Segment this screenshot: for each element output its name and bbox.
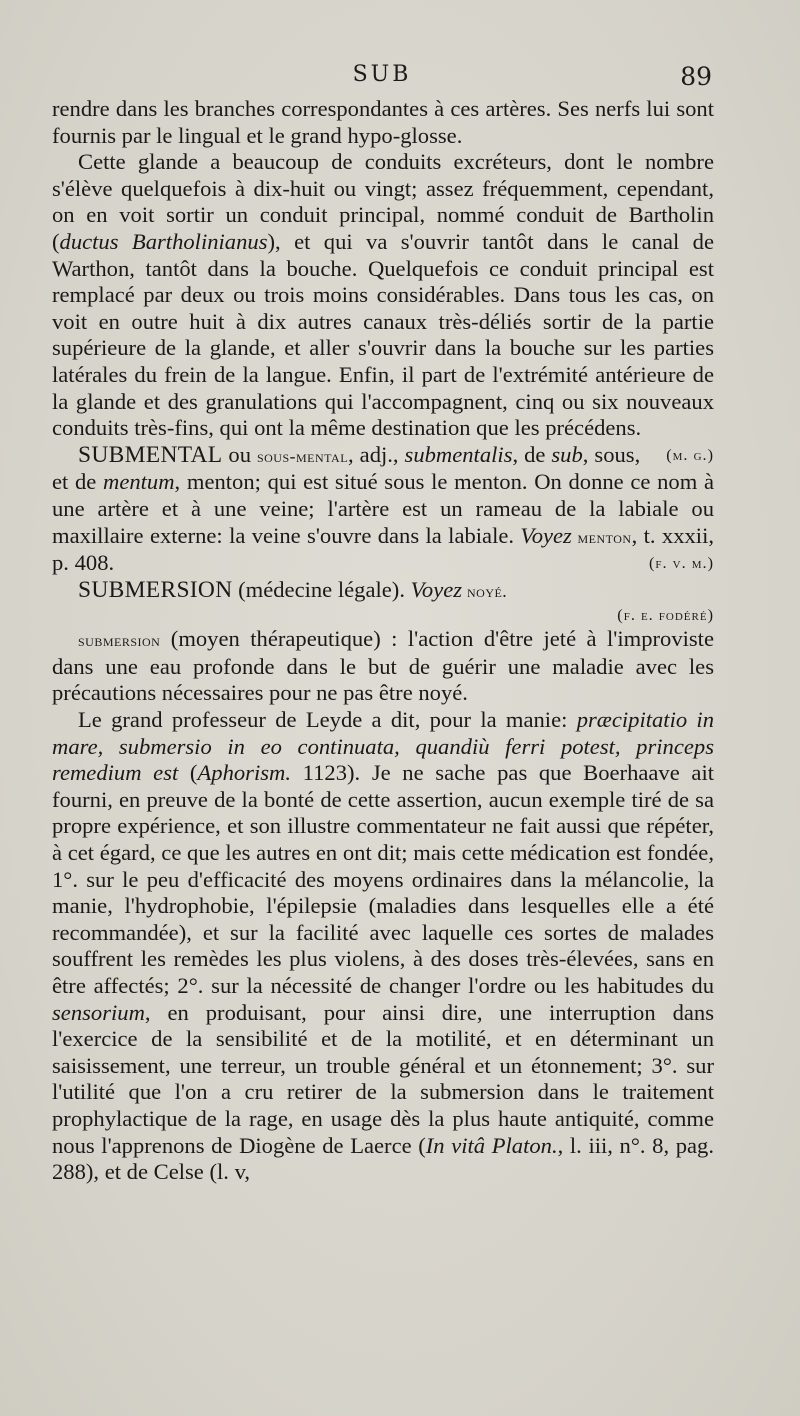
- page-header: [52, 62, 712, 92]
- entry-submental: SUBMENTAL ou sous-mental, adj., submentalis, de sub, sous, et de mentum, menton; qui est situé sous le menton. On donne ce nom à une artère et à une veine; l'artère est un rameau de la labiale ou maxillaire externe: la veine s'ouvre dans la labiale. Voyez menton, t. xxxii, p. 408. (f. v. m.): [52, 441, 714, 576]
- entry-headword-submental: SUBMENTAL: [78, 441, 223, 468]
- author-signature-mg: (m. g.): [666, 445, 714, 464]
- entry-subheadword-submersion: submersion: [78, 630, 161, 651]
- entry-headword-submersion: SUBMERSION: [78, 576, 233, 603]
- page-number: 89: [680, 62, 712, 91]
- entry-submersion-legale: SUBMERSION (médecine légale). Voyez noyé.: [78, 576, 508, 603]
- author-signature-fodere: (f. e. fodéré): [617, 606, 714, 625]
- page-body: [52, 96, 714, 1186]
- author-signature-fvm: (f. v. m.): [648, 554, 714, 573]
- paragraph-boerhaave: Le grand professeur de Leyde a dit, pour la manie: præcipitatio in mare, submersio in eo continuata, quandiù ferri potest, princeps remedium est (Aphorism. 1123). Je ne sache pas que Boerhaave ait fourni, en preuve de la bonté de cette assertion, aucun exemple tiré de sa propre expérience, et son illustre commentateur ne fait aussi que répéter, à cet égard, ce que les autres en ont dit; mais cette médication est fondée, 1°. sur le peu d'efficacité des moyens ordinaires dans la mélancolie, la manie, l'hydrophobie, l'épilepsie (maladies dans lesquelles elle a été recommandée), et sur la facilité avec laquelle ces sortes de malades souffrent les remèdes les plus violens, à des doses très-élevées, sans en être affectés; 2°. sur la nécessité de changer l'ordre ou les habitudes du sensorium, en produisant, pour ainsi dire, une interruption dans l'exercice de la sensibilité et de la motilité, et en déterminant un saisissement, une terreur, un trouble général et un étonnement; 3°. sur l'utilité que l'on a cru retirer de la submersion dans le traitement prophylactique de la rage, en usage dès la plus haute antiquité, comme nous l'apprenons de Diogène de Laerce (In vitâ Platon., l. iii, n°. 8, pag. 288), et de Celse (l. v,: [52, 707, 715, 1185]
- running-head: SUB: [352, 62, 412, 87]
- paragraph-ranine-continuation: rendre dans les branches correspondantes à ces artères. Ses nerfs lui sont fournis par le lingual et le grand hypo-glosse.: [52, 96, 714, 148]
- paragraph-glande-conduits: Cette glande a beaucoup de conduits excréteurs, dont le nombre s'élève quelquefois à dix-huit ou vingt; assez fréquemment, cependant, on en voit sortir un conduit principal, nommé conduit de Bartholin (ductus Bartholinianus), et qui va s'ouvrir tantôt dans le canal de Warthon, tantôt dans la bouche. Quelquefois ce conduit principal est remplacé par deux ou trois moins considérables. Dans tous les cas, on voit en outre huit à dix autres canaux très-déliés sortir de la partie supérieure de la glande, et aller s'ouvrir dans la bouche sur les parties latérales du frein de la langue. Enfin, il part de l'extrémité antérieure de la glande et des granulations qui l'accompagnent, cinq ou six nouveaux conduits très-fins, qui ont la même destination que les précédens. (m. g.): [52, 149, 714, 442]
- entry-submersion-therapeutique: submersion (moyen thérapeutique) : l'action d'être jeté à l'improviste dans une eau profonde dans le but de guérir une maladie avec les précautions nécessaires pour ne pas être noyé.: [52, 626, 714, 706]
